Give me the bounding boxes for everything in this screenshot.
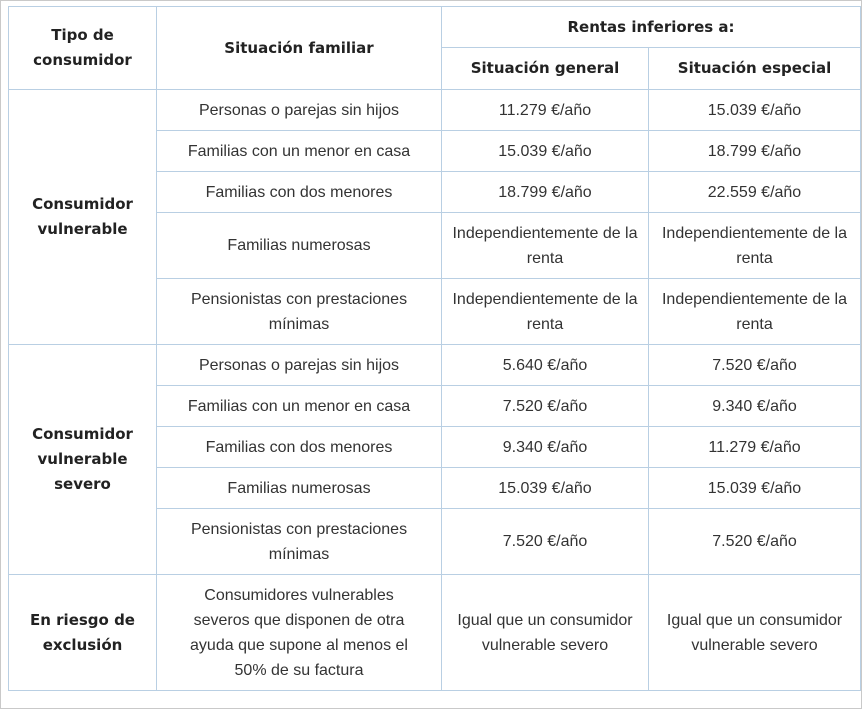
cell-general: 7.520 €/año [442, 509, 649, 575]
table-header [9, 7, 861, 90]
cell-general: 15.039 €/año [442, 468, 649, 509]
cell-general: 18.799 €/año [442, 172, 649, 213]
cell-especial: 11.279 €/año [649, 427, 861, 468]
cell-especial: 15.039 €/año [649, 468, 861, 509]
cell-situacion: Consumidores vulnerables severos que disponen de otra ayuda que supone al menos el 50% de su factura [157, 575, 442, 691]
cell-general: 7.520 €/año [442, 386, 649, 427]
cell-situacion: Familias numerosas [157, 468, 442, 509]
cell-general: 15.039 €/año [442, 131, 649, 172]
group-label-vulnerable: Consumidor vulnerable [9, 90, 157, 345]
header-rentas-inferiores: Rentas inferiores a: [442, 7, 861, 48]
table-row [9, 575, 861, 691]
cell-situacion: Pensionistas con prestaciones mínimas [157, 279, 442, 345]
cell-general: Independientemente de la renta [442, 279, 649, 345]
group-label-vulnerable-severo: Consumidor vulnerable severo [9, 345, 157, 575]
table-row [9, 90, 861, 131]
header-situacion-general: Situación general [442, 48, 649, 90]
header-situacion-familiar: Situación familiar [157, 7, 442, 90]
header-row-1 [9, 7, 861, 48]
cell-situacion: Pensionistas con prestaciones mínimas [157, 509, 442, 575]
cell-general: Independientemente de la renta [442, 213, 649, 279]
cell-especial: Independientemente de la renta [649, 279, 861, 345]
table-row [9, 345, 861, 386]
cell-situacion: Familias con dos menores [157, 172, 442, 213]
cell-general: 9.340 €/año [442, 427, 649, 468]
cell-general: 5.640 €/año [442, 345, 649, 386]
income-threshold-table [8, 6, 861, 691]
cell-general: 11.279 €/año [442, 90, 649, 131]
cell-general: Igual que un consumidor vulnerable severo [442, 575, 649, 691]
cell-especial: 7.520 €/año [649, 509, 861, 575]
cell-especial: 9.340 €/año [649, 386, 861, 427]
group-label-riesgo-exclusion: En riesgo de exclusión [9, 575, 157, 691]
cell-situacion: Familias con un menor en casa [157, 131, 442, 172]
header-situacion-especial: Situación especial [649, 48, 861, 90]
cell-especial: 15.039 €/año [649, 90, 861, 131]
cell-situacion: Personas o parejas sin hijos [157, 345, 442, 386]
cell-especial: Independientemente de la renta [649, 213, 861, 279]
cell-especial: 18.799 €/año [649, 131, 861, 172]
cell-especial: 7.520 €/año [649, 345, 861, 386]
cell-situacion: Familias con dos menores [157, 427, 442, 468]
cell-situacion: Familias numerosas [157, 213, 442, 279]
header-tipo-consumidor: Tipo de consumidor [9, 7, 157, 90]
cell-situacion: Familias con un menor en casa [157, 386, 442, 427]
cell-especial: Igual que un consumidor vulnerable severo [649, 575, 861, 691]
table-body [9, 90, 861, 691]
cell-especial: 22.559 €/año [649, 172, 861, 213]
cell-situacion: Personas o parejas sin hijos [157, 90, 442, 131]
